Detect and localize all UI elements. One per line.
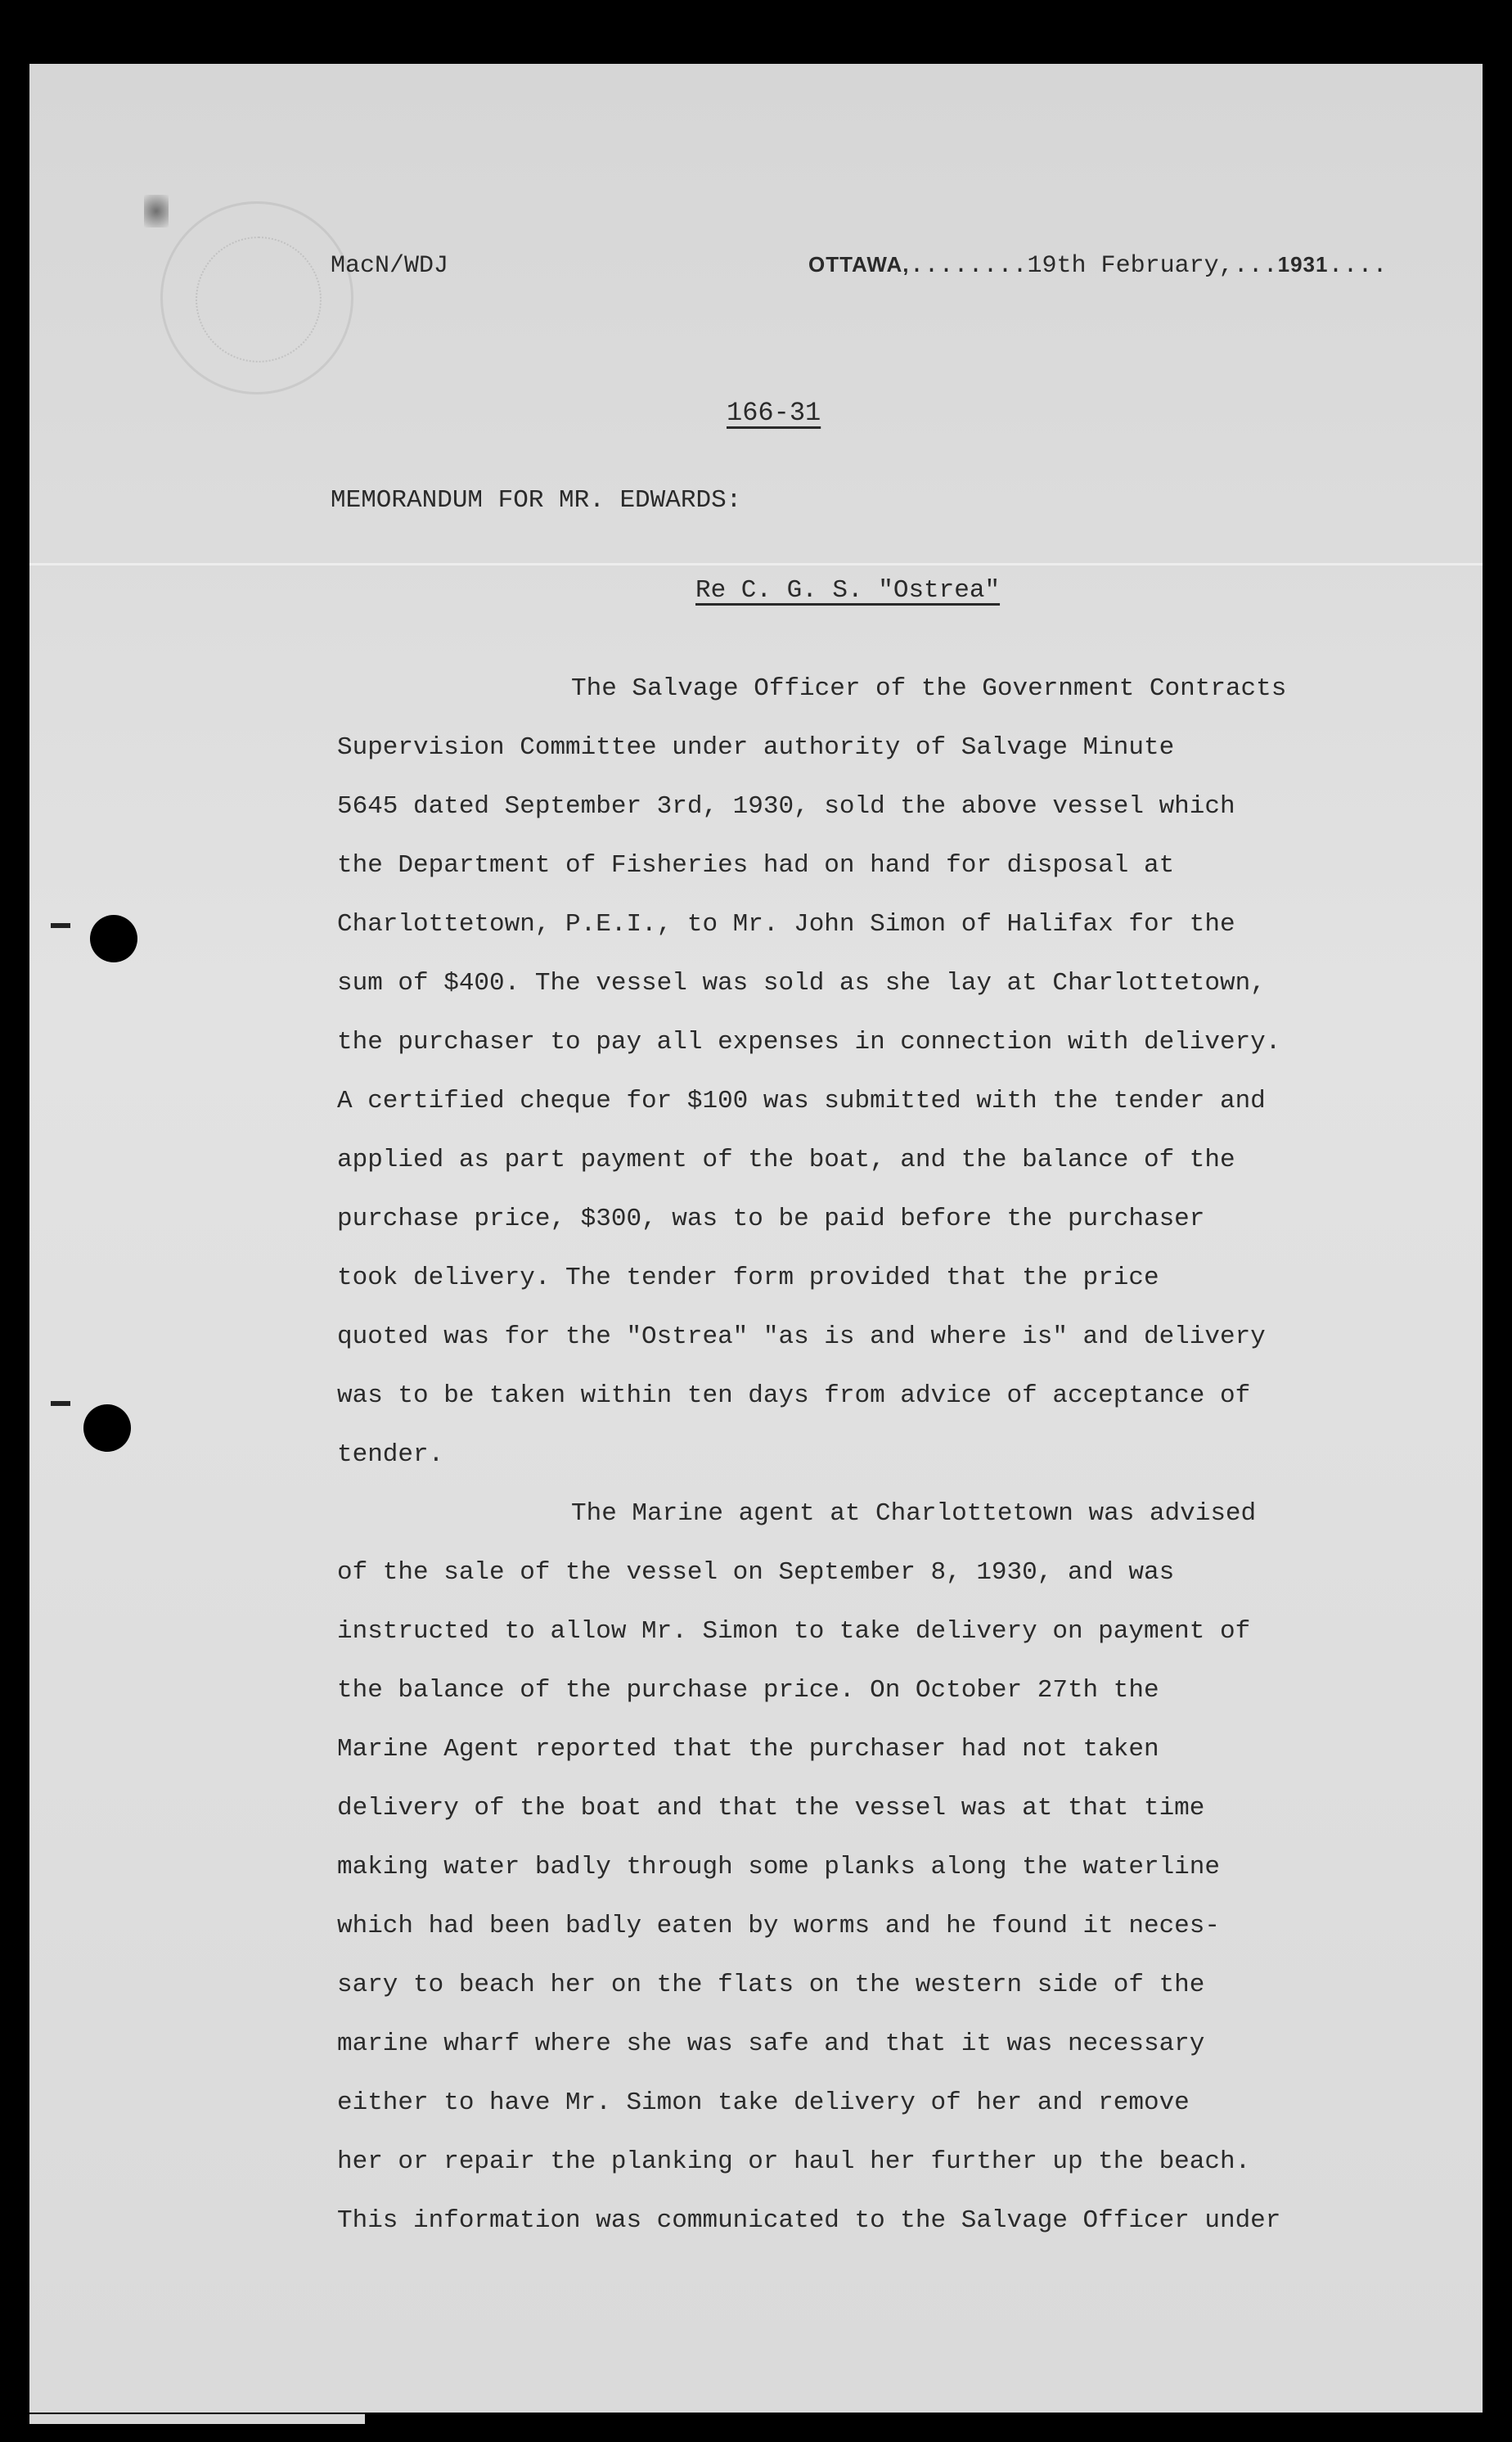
punch-hole-top: [90, 915, 137, 962]
body-line: This information was communicated to the Salvage Officer under: [337, 2206, 1281, 2235]
body-line: which had been badly eaten by worms and he found it neces-: [337, 1912, 1220, 1940]
body-line: 5645 dated September 3rd, 1930, sold the above vessel which: [337, 792, 1235, 821]
body-line: either to have Mr. Simon take delivery of her and remove: [337, 2088, 1190, 2117]
body-line: the purchaser to pay all expenses in connection with delivery.: [337, 1028, 1281, 1057]
memorandum-heading: MEMORANDUM FOR MR. EDWARDS:: [331, 486, 742, 515]
body-line: sum of $400. The vessel was sold as she lay at Charlottetown,: [337, 969, 1266, 998]
dateline-dots: ....: [1328, 252, 1388, 280]
seal-inner-ring: [196, 237, 322, 363]
page-fold-line: [29, 563, 1483, 565]
body-line: instructed to allow Mr. Simon to take delivery on payment of: [337, 1617, 1251, 1646]
dateline-place: OTTAWA,: [808, 252, 910, 277]
body-line: the balance of the purchase price. On October 27th the: [337, 1676, 1159, 1705]
punch-hole-bottom: [83, 1404, 131, 1452]
dateline: [808, 252, 1387, 280]
body-line: marine wharf where she was safe and that it was necessary: [337, 2030, 1205, 2058]
dateline-dots: ........: [909, 252, 1028, 280]
punch-mark: [51, 1401, 70, 1406]
body-line: of the sale of the vessel on September 8, 1930, and was: [337, 1558, 1175, 1587]
memo-body: [337, 660, 1286, 2251]
ink-smudge: [144, 195, 169, 228]
reference-initials: MacN/WDJ: [331, 252, 449, 280]
body-line: making water badly through some planks along the waterline: [337, 1853, 1220, 1881]
body-line: A certified cheque for $100 was submitted with the tender and: [337, 1087, 1266, 1115]
dateline-dots: ...: [1233, 252, 1278, 280]
file-number: 166-31: [727, 398, 821, 428]
body-line: applied as part payment of the boat, and the balance of the: [337, 1146, 1235, 1174]
body-line: took delivery. The tender form provided that the price: [337, 1264, 1159, 1292]
punch-mark: [51, 923, 70, 928]
body-line: Marine Agent reported that the purchaser had not taken: [337, 1735, 1159, 1764]
dateline-year: 1931: [1277, 252, 1329, 277]
body-line: her or repair the planking or haul her further up the beach.: [337, 2147, 1251, 2176]
body-line: tender.: [337, 1440, 444, 1469]
body-line: purchase price, $300, was to be paid before the purchaser: [337, 1205, 1205, 1233]
body-line: was to be taken within ten days from advice of acceptance of: [337, 1381, 1251, 1410]
body-line: Charlottetown, P.E.I., to Mr. John Simon of Halifax for the: [337, 910, 1235, 939]
body-line: quoted was for the "Ostrea" "as is and where is" and delivery: [337, 1322, 1266, 1351]
body-line: the Department of Fisheries had on hand for disposal at: [337, 851, 1175, 880]
dateline-date: 19th February,: [1027, 252, 1234, 280]
body-line: The Marine agent at Charlottetown was advised: [571, 1499, 1257, 1528]
body-line: The Salvage Officer of the Government Contracts: [571, 674, 1287, 703]
body-line: sary to beach her on the flats on the western side of the: [337, 1971, 1205, 1999]
subject-line: Re C. G. S. "Ostrea": [695, 576, 1001, 605]
embossed-seal: [160, 201, 353, 394]
body-line: Supervision Committee under authority of Salvage Minute: [337, 733, 1175, 762]
body-line: delivery of the boat and that the vessel was at that time: [337, 1794, 1205, 1822]
scan-edge-bar: [29, 2414, 365, 2424]
